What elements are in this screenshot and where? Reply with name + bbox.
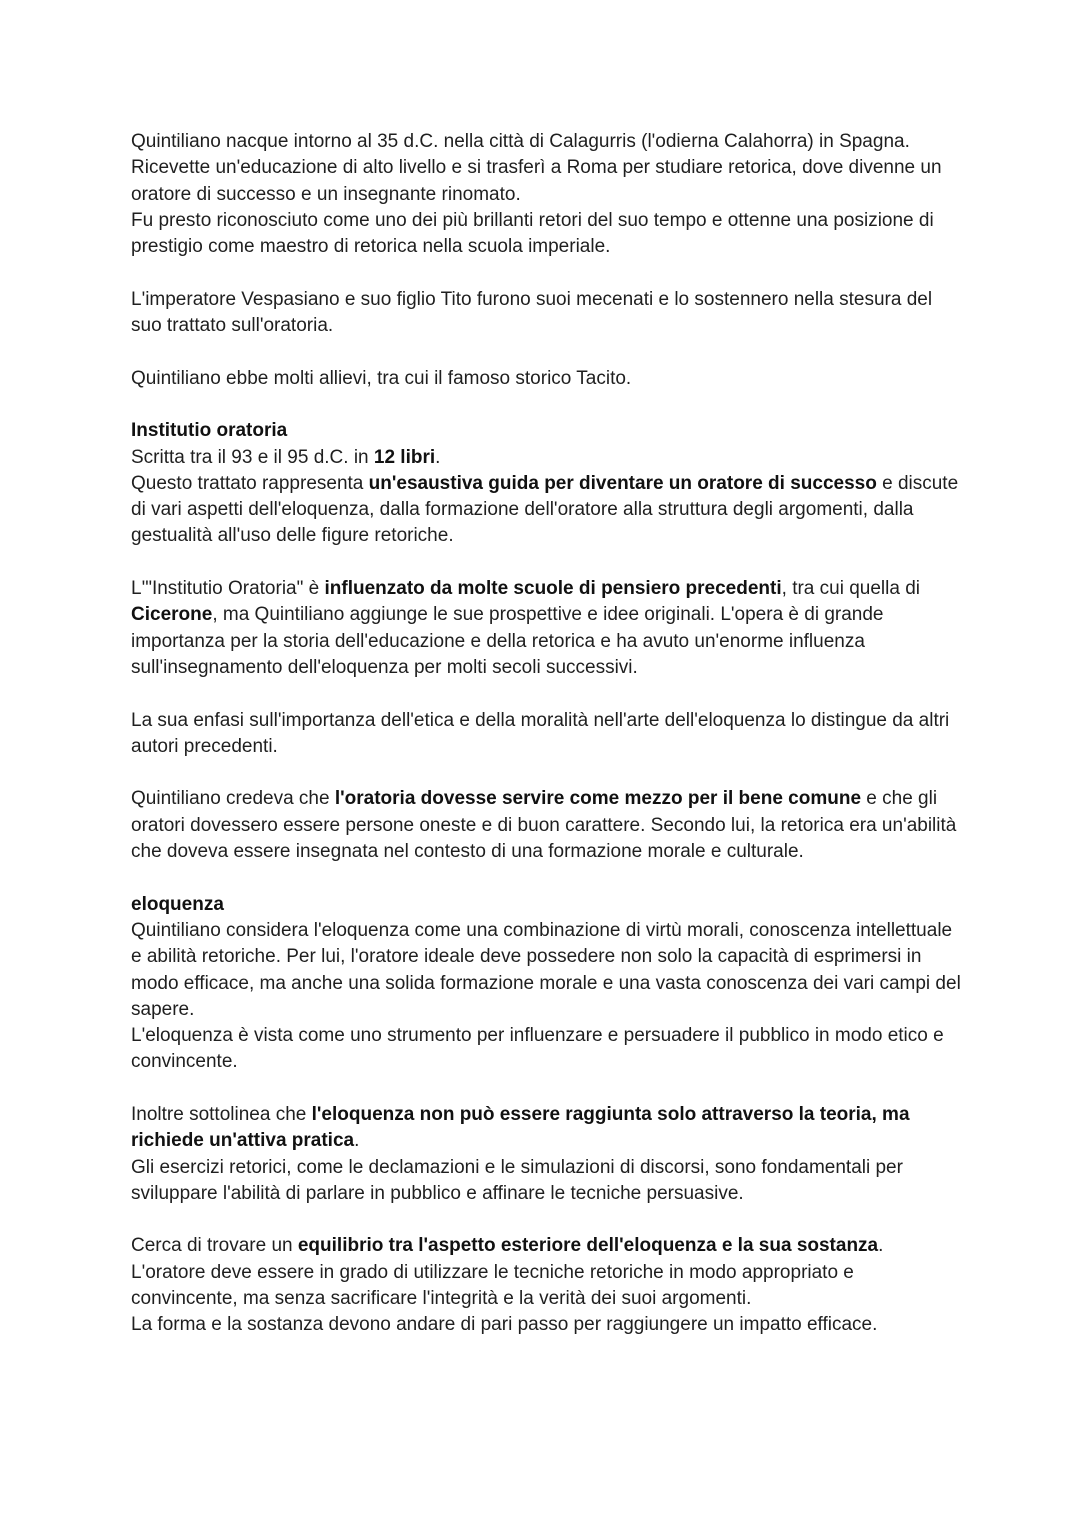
practice-bold: l'eloquenza non può essere raggiunta solo attraverso la teoria, ma richiede un'attiva pratica	[131, 1103, 910, 1152]
section-eloquenza	[131, 892, 961, 1076]
treatise-desc-bold: un'esaustiva guida per diventare un oratore di successo	[368, 472, 877, 494]
written-text: Scritta tra il 93 e il 95 d.C. in	[131, 446, 374, 468]
heading-institutio-oratoria: Institutio oratoria	[131, 420, 288, 442]
eloquenza-definition: Quintiliano considera l'eloquenza come una combinazione di virtù morali, conoscenza intellettuale e abilità retoriche. Per lui, l'oratore ideale deve possedere non solo la capacità di esprimersi in modo efficace, ma anche una solida formazione morale e una vasta conoscenza dei vari campi del sapere.	[131, 919, 961, 1020]
paragraph-influences: L'"Institutio Oratoria" è influenzato da molte scuole di pensiero precedenti, tra cui quella di Cicerone, ma Quintiliano aggiunge le sue prospettive e idee originali. L'opera è di grande importanza per la storia dell'educazione e della retorica e ha avuto un'enorme influenza sull'insegnamento dell'eloquenza per molti secoli successivi.	[131, 578, 920, 678]
paragraph-biography	[131, 129, 961, 260]
cicerone-bold: Cicerone	[131, 604, 213, 626]
paragraph-ethics: La sua enfasi sull'importanza dell'etica e della moralità nell'arte dell'eloquenza lo distingue da altri autori precedenti.	[131, 709, 950, 757]
bio-line-birth: Quintiliano nacque intorno al 35 d.C. nella città di Calagurris (l'odierna Calahorra) in Spagna.	[131, 131, 910, 152]
balance-form-substance: La forma e la sostanza devono andare di pari passo per raggiungere un impatto efficace.	[131, 1314, 878, 1336]
heading-eloquenza: eloquenza	[131, 893, 224, 915]
eloquenza-tool: L'eloquenza è vista come uno strumento per influenzare e persuadere il pubblico in modo etico e convincente.	[131, 1025, 944, 1073]
paragraph-balance: Cerca di trovare un equilibrio tra l'aspetto esteriore dell'eloquenza e la sua sostanza. L'oratore deve essere in grado di utilizzare le tecniche retoriche in modo appropriato e convincente, ma senza sacrificare l'integrità e la verità dei suoi argomenti. La forma e la sostanza devono andare di pari passo per raggiungere un impatto efficace.	[131, 1235, 884, 1336]
bio-line-education: Ricevette un'educazione di alto livello e si trasferì a Roma per studiare retorica, dove divenne un oratore di successo e un insegnante rinomato.	[131, 157, 942, 205]
balance-bold: equilibrio tra l'aspetto esteriore dell'eloquenza e la sua sostanza	[297, 1235, 879, 1257]
bio-line-recognition: Fu presto riconosciuto come uno dei più brillanti retori del suo tempo e ottenne una posizione di prestigio come maestro di retorica nella scuola imperiale.	[131, 209, 934, 258]
balance-techniques: L'oratore deve essere in grado di utilizzare le tecniche retoriche in modo appropriato e convincente, ma senza sacrificare l'integrità e la verità dei suoi argomenti.	[131, 1261, 854, 1310]
treatise-desc-text: Questo trattato rappresenta	[131, 472, 369, 494]
paragraph-patrons: L'imperatore Vespasiano e suo figlio Tito furono suoi mecenati e lo sostennero nella stesura del suo trattato sull'oratoria.	[131, 288, 933, 337]
paragraph-practice: Inoltre sottolinea che l'eloquenza non può essere raggiunta solo attraverso la teoria, ma richiede un'attiva pratica. Gli esercizi retorici, come le declamazioni e le simulazioni di discorsi, sono fondamentali per sviluppare l'abilità di parlare in pubblico e affinare le tecniche persuasive.	[131, 1103, 910, 1204]
paragraph-students: Quintiliano ebbe molti allievi, tra cui il famoso storico Tacito.	[131, 367, 632, 389]
influences-bold: influenzato da molte scuole di pensiero precedenti	[324, 578, 782, 600]
written-bold: 12 libri	[373, 446, 436, 468]
practice-exercises: Gli esercizi retorici, come le declamazioni e le simulazioni di discorsi, sono fondamentali per sviluppare l'abilità di parlare in pubblico e affinare le tecniche persuasive.	[131, 1156, 903, 1204]
section-institutio-oratoria: Institutio oratoria Scritta tra il 93 e il 95 d.C. in 12 libri. Questo trattato rappresenta un'esaustiva guida per diventare un oratore di successo e discute di vari aspetti dell'eloquenza, dalla formazione dell'oratore alla struttura degli argomenti, dalla gestualità all'uso delle figure retoriche.	[131, 418, 961, 549]
paragraph-common-good: Quintiliano credeva che l'oratoria dovesse servire come mezzo per il bene comune e che gli oratori dovessero essere persone oneste e di buon carattere. Secondo lui, la retorica era un'abilità che doveva essere insegnata nel contesto di una formazione morale e culturale.	[131, 788, 957, 863]
document-page	[131, 129, 961, 1339]
common-good-bold: l'oratoria dovesse servire come mezzo per il bene comune	[334, 788, 862, 810]
